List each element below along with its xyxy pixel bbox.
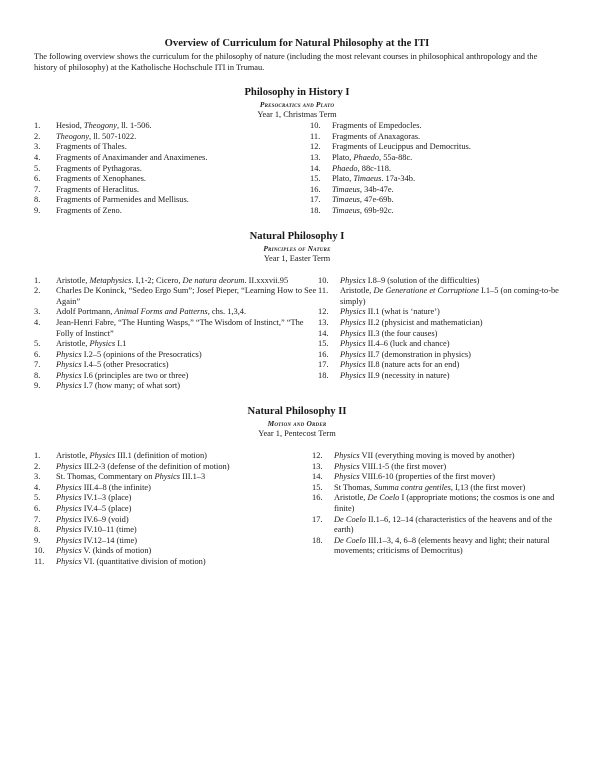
item-text: Theogony, ll. 507-1022. [56,131,137,141]
item-number: 4. [34,317,41,327]
item-number: 6. [34,349,41,359]
reading-item [34,483,312,494]
item-number: 8. [34,525,41,535]
section-title: Philosophy in History I [244,87,350,99]
reading-item [34,536,312,547]
item-text: Aristotle, De Generatione et Corruptione I.1–5 (on coming-to-be simply) [340,286,559,306]
reading-list-left-column [34,121,310,216]
reading-item [34,504,312,515]
item-number: 3. [34,307,41,317]
item-text: Physics II.3 (the four causes) [340,328,438,338]
item-number: 8. [34,195,41,205]
item-number: 1. [34,451,41,461]
item-text: Plato, Timaeus. 17a-34b. [332,174,416,184]
item-number: 14. [312,472,323,482]
item-number: 6. [34,504,41,514]
item-text: Aristotle, Physics I.1 [56,339,127,349]
item-number: 17. [318,360,329,370]
reading-item [310,195,560,206]
reading-item [318,339,560,350]
reading-item [310,206,560,217]
reading-item [318,350,560,361]
item-number: 17. [310,195,321,205]
section-philosophy-in-history-i [34,87,560,216]
reading-item [34,318,318,339]
item-number: 4. [34,152,41,162]
item-text: Fragments of Zeno. [56,205,122,215]
item-text: Physics VII (everything moving is moved by another) [334,451,515,461]
reading-item [312,515,560,536]
reading-item [318,360,560,371]
reading-item [312,493,560,514]
reading-item [34,164,310,175]
item-text: Hesiod, Theogony, ll. 1-506. [56,121,152,131]
item-text: Jean-Henri Fabre, “The Hunting Wasps,” “The Wisdom of Instinct,” “The Folly of Instinct” [56,317,304,338]
item-number: 8. [34,370,41,380]
item-number: 9. [34,535,41,545]
reading-item [34,515,312,526]
item-number: 15. [318,339,329,349]
item-number: 17. [312,514,323,524]
item-text: Fragments of Leucippus and Democritus. [332,142,471,152]
item-number: 4. [34,482,41,492]
item-number: 12. [312,451,323,461]
item-text: Physics I.8–9 (solution of the difficulties) [340,275,480,285]
section-title: Natural Philosophy II [247,406,347,418]
item-number: 3. [34,472,41,482]
item-number: 18. [310,205,321,215]
item-text: Aristotle, Metaphysics. I,1-2; Cicero, De natura deorum. II.xxxvii.95 [56,275,289,285]
reading-item [34,174,310,185]
item-number: 14. [310,163,321,173]
item-number: 5. [34,493,41,503]
reading-item [310,164,560,175]
reading-item [310,185,560,196]
item-text: Physics I.6 (principles are two or three) [56,370,189,380]
item-number: 1. [34,121,41,131]
item-text: Fragments of Anaximander and Anaximenes. [56,152,208,162]
item-text: Physics II.2 (physicist and mathematician) [340,317,483,327]
reading-item [34,451,312,462]
reading-item [318,307,560,318]
item-text: Physics II.1 (what is ‘nature’) [340,307,440,317]
section-title: Natural Philosophy I [249,230,345,242]
reading-list-right-column [310,121,560,216]
item-text: Fragments of Pythagoras. [56,163,142,173]
reading-item [318,318,560,329]
reading-item [34,339,318,350]
item-text: Physics VIII.6-10 (properties of the first mover) [334,472,496,482]
item-text: Fragments of Thales. [56,142,127,152]
item-number: 15. [312,482,323,492]
item-text: Fragments of Anaxagoras. [332,131,421,141]
item-number: 2. [34,461,41,471]
reading-item [34,286,318,307]
reading-item [34,121,310,132]
reading-item [310,153,560,164]
item-number: 13. [312,461,323,471]
item-number: 15. [310,174,321,184]
item-number: 11. [318,286,329,296]
item-text: Physics IV.12–14 (time) [56,535,138,545]
reading-list-left-column [34,276,318,393]
item-number: 16. [312,493,323,503]
reading-list-right-column [318,276,560,393]
document-title: Overview of Curriculum for Natural Philosophy at the ITI [164,38,430,49]
item-text: Timaeus, 47e-69b. [332,195,394,205]
reading-list-left-column [34,451,312,568]
section-natural-philosophy-ii [34,406,560,568]
item-text: St. Thomas, Commentary on Physics III.1–3 [56,472,206,482]
item-text: Physics II.4–6 (luck and chance) [340,339,450,349]
item-text: Physics II.7 (demonstration in physics) [340,349,471,359]
section-subtitle: Motion and Order [267,419,327,429]
item-text: Physics III.2-3 (defense of the definition of motion) [56,461,230,471]
item-number: 13. [310,152,321,162]
item-number: 10. [34,546,45,556]
item-text: Physics V. (kinds of motion) [56,546,152,556]
item-text: Physics II.9 (necessity in nature) [340,370,450,380]
intro-paragraph: The following overview shows the curriculum for the philosophy of nature (including the most relevant courses in philosophical anthropology and the history of philosophy) at the Katholische Hochschule ITI in Trumau. [34,52,538,72]
reading-item [312,451,560,462]
reading-item [34,153,310,164]
item-number: 16. [310,184,321,194]
item-text: Charles De Koninck, “Sedeo Ergo Sum”; Josef Pieper, “Learning How to See Again” [56,286,317,306]
reading-item [34,462,312,473]
item-text: St Thomas, Summa contra gentiles, I,13 (the first mover) [334,482,526,492]
reading-item [34,350,318,361]
item-number: 7. [34,514,41,524]
item-number: 13. [318,317,329,327]
item-text: Physics IV.4–5 (place) [56,504,132,514]
item-number: 14. [318,328,329,338]
reading-list [34,451,560,568]
reading-item [34,185,310,196]
reading-item [318,329,560,340]
item-number: 9. [34,205,41,215]
item-text: Phaedo, 88c-118. [332,163,392,173]
item-text: De Coelo II.1–6, 12–14 (characteristics of the heavens and of the earth) [334,514,553,535]
item-number: 11. [34,557,45,566]
item-text: Fragments of Empedocles. [332,121,422,131]
item-number: 12. [310,142,321,152]
item-number: 11. [310,131,321,141]
item-number: 2. [34,286,41,296]
item-number: 3. [34,142,41,152]
reading-item [310,174,560,185]
item-number: 12. [318,307,329,317]
item-text: Physics VI. (quantitative division of motion) [56,557,206,566]
reading-item [34,525,312,536]
reading-item [318,276,560,287]
reading-item [318,371,560,382]
item-number: 18. [312,535,323,545]
reading-item [34,360,318,371]
section-subtitle: Principles of Nature [263,243,331,253]
item-number: 16. [318,349,329,359]
reading-item [310,121,560,132]
item-text: Adolf Portmann, Animal Forms and Patterns, chs. 1,3,4. [56,307,247,317]
item-text: Fragments of Xenophanes. [56,174,147,184]
item-text: Timaeus, 34b-47e. [332,184,394,194]
item-number: 9. [34,381,41,391]
section-subtitle: Presocratics and Plato [259,100,335,110]
item-text: De Coelo III.1–3, 4, 6–8 (elements heavy and light; their natural movements; criticisms of Democritus) [334,535,550,556]
reading-item [34,472,312,483]
reading-item [318,286,560,307]
reading-item [34,557,312,568]
item-text: Physics VIII.1-5 (the first mover) [334,461,447,471]
section-term: Year 1, Easter Term [263,253,331,263]
reading-list [34,276,560,393]
item-number: 10. [310,121,321,131]
reading-item [34,132,310,143]
item-text: Timaeus, 69b-92c. [332,205,394,215]
reading-item [34,276,318,287]
reading-item [34,307,318,318]
item-number: 2. [34,131,41,141]
item-text: Physics III.4–8 (the infinite) [56,482,151,492]
reading-list [34,121,560,216]
item-number: 1. [34,275,41,285]
item-number: 10. [318,275,329,285]
item-text: Physics I.2–5 (opinions of the Presocratics) [56,349,202,359]
item-text: Physics IV.6–9 (void) [56,514,129,524]
item-number: 5. [34,339,41,349]
reading-list-right-column [312,451,560,568]
reading-item [312,483,560,494]
section-term: Year 1, Christmas Term [257,110,337,120]
item-number: 18. [318,370,329,380]
item-text: Physics II.8 (nature acts for an end) [340,360,460,370]
item-text: Fragments of Parmenides and Mellisus. [56,195,189,205]
section-term: Year 1, Pentecost Term [258,429,336,439]
item-text: Physics IV.10–11 (time) [56,525,137,535]
reading-item [312,536,560,557]
reading-item [34,142,310,153]
item-text: Physics I.4–5 (other Presocratics) [56,360,169,370]
reading-item [34,493,312,504]
reading-item [312,472,560,483]
reading-item [34,371,318,382]
reading-item [34,381,318,392]
reading-item [34,206,310,217]
item-text: Aristotle, Physics III.1 (definition of motion) [56,451,207,461]
item-text: Fragments of Heraclitus. [56,184,140,194]
section-natural-philosophy-i [34,231,560,393]
item-text: Physics I.7 (how many; of what sort) [56,381,180,391]
reading-item [312,462,560,473]
item-text: Physics IV.1–3 (place) [56,493,132,503]
item-text: Aristotle, De Coelo I (appropriate motions; the cosmos is one and finite) [334,493,555,514]
item-number: 5. [34,163,41,173]
reading-item [34,546,312,557]
reading-item [310,142,560,153]
item-number: 6. [34,174,41,184]
item-number: 7. [34,360,41,370]
reading-item [34,195,310,206]
item-number: 7. [34,184,41,194]
item-text: Plato, Phaedo, 55a-88c. [332,152,413,162]
reading-item [310,132,560,143]
